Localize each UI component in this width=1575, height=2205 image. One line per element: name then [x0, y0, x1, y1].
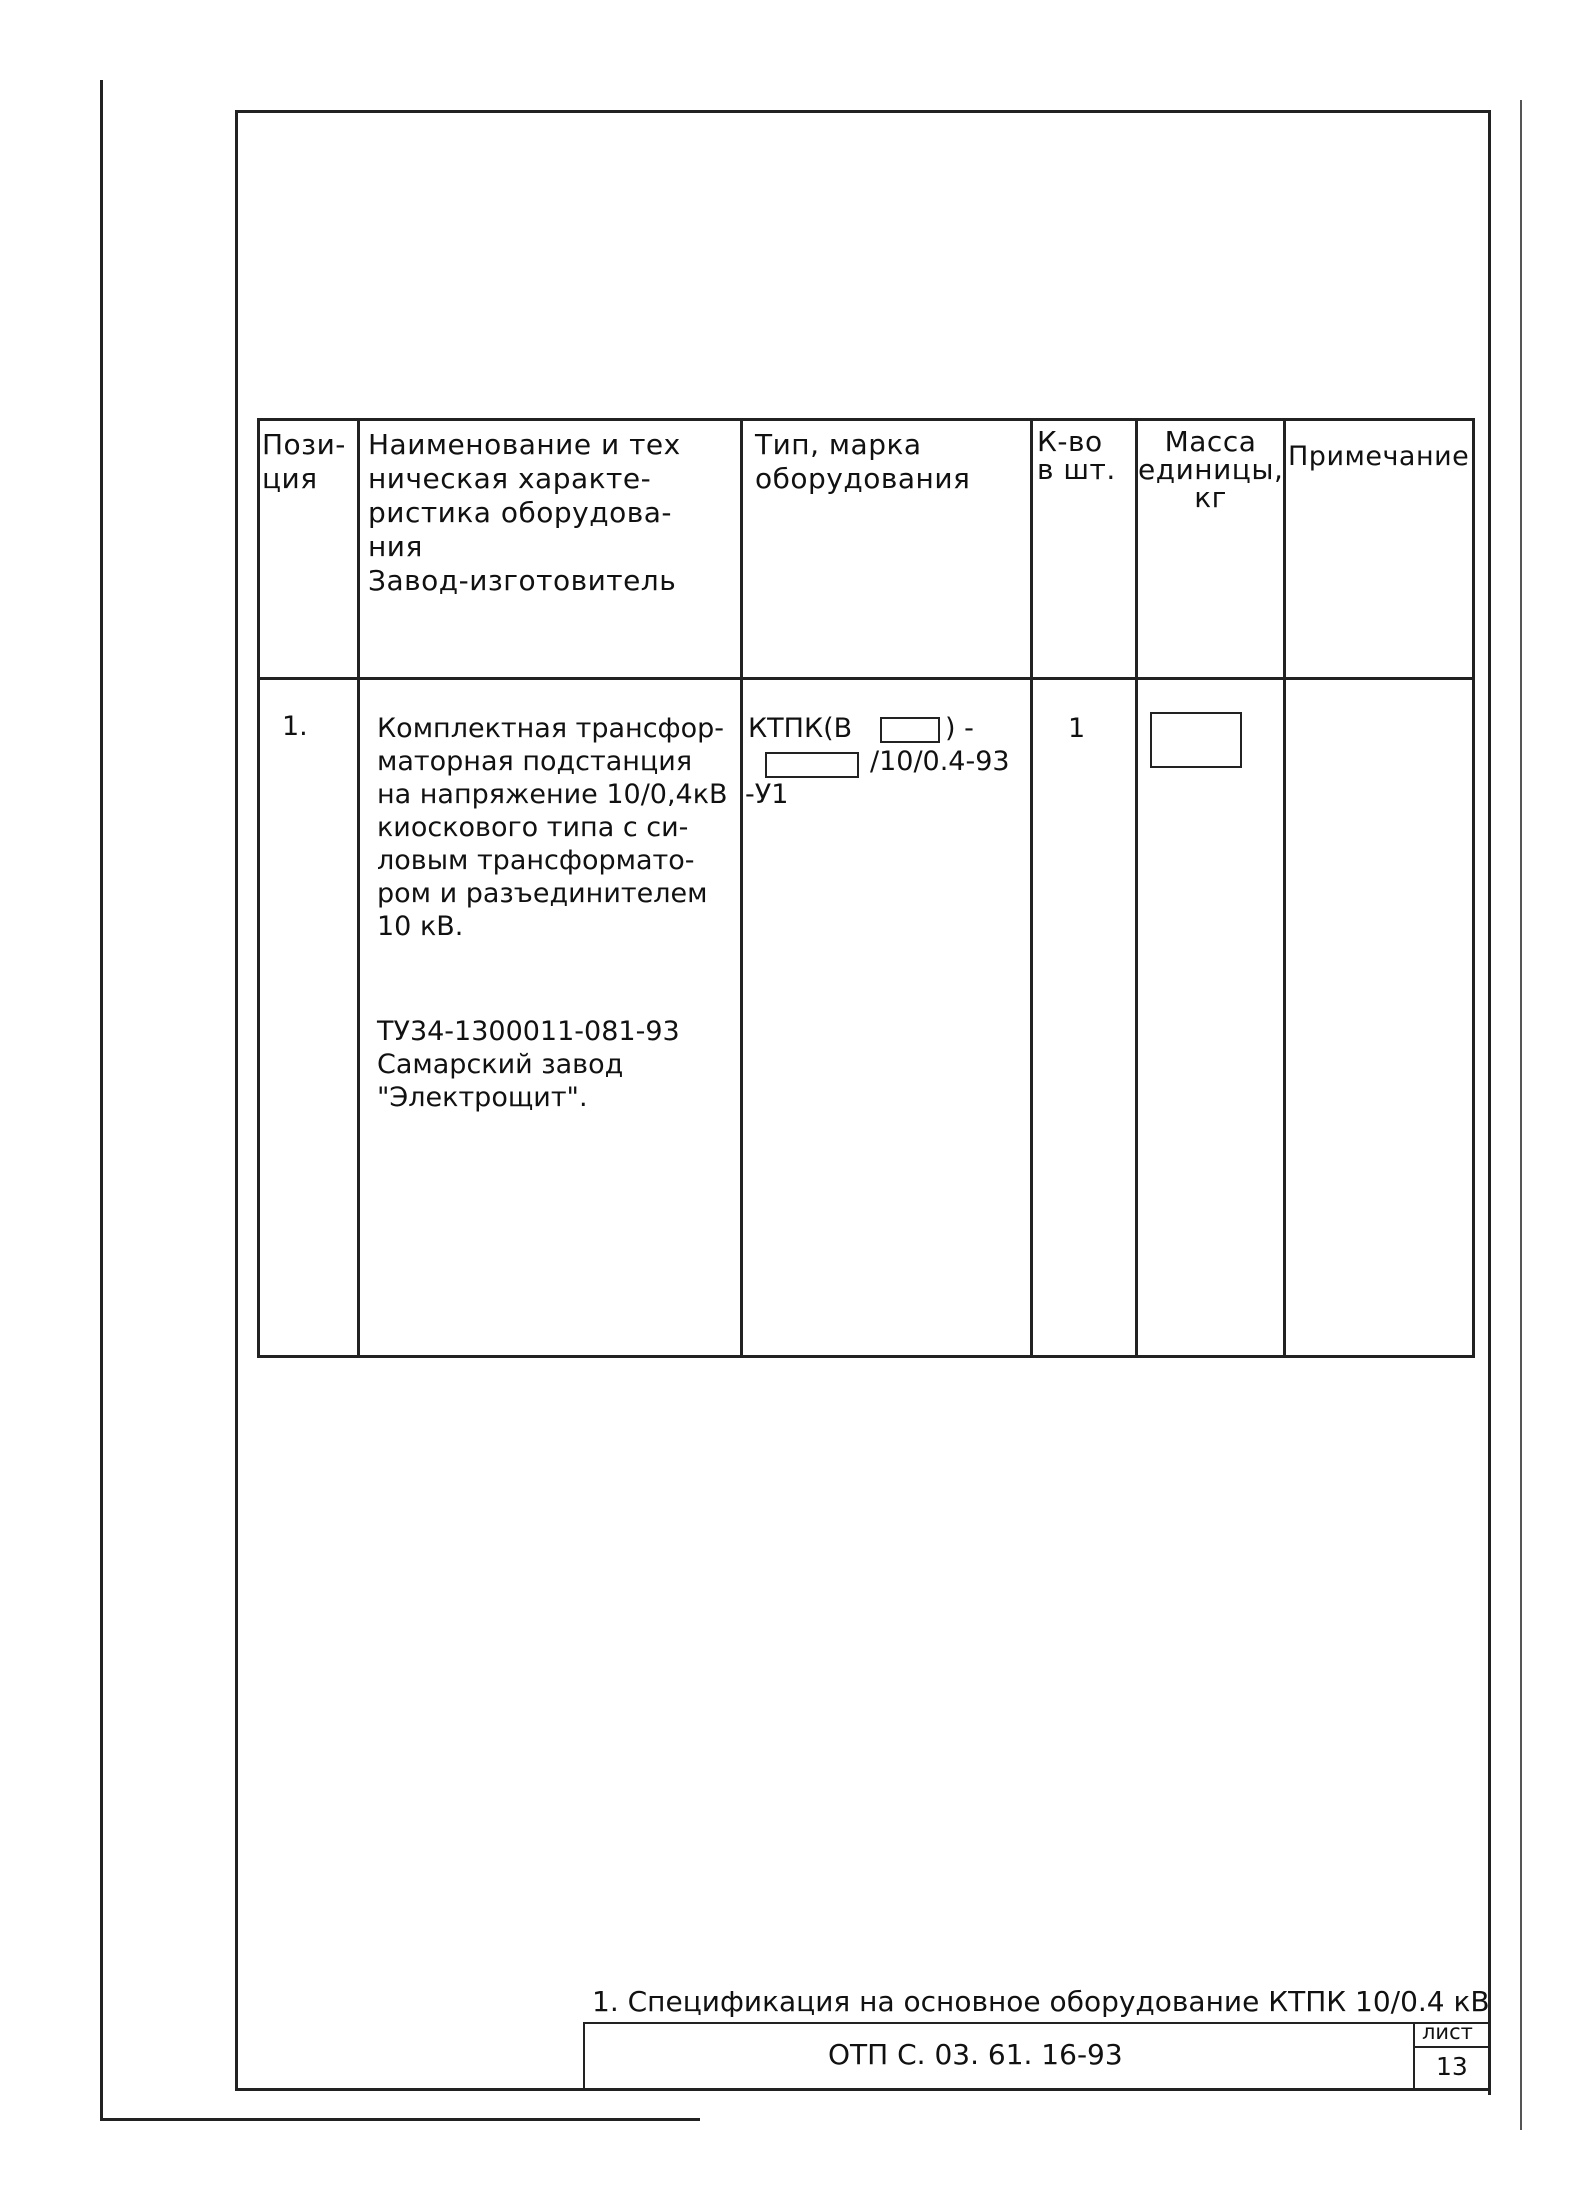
row-spec: ТУ34-1300011-081-93 Самарский завод "Электрощит". — [377, 1016, 680, 1113]
row-type-line1-end: ) - — [945, 713, 974, 744]
title-block-top — [583, 2022, 1491, 2024]
row-qty: 1 — [1068, 713, 1086, 744]
inner-frame-left — [235, 110, 238, 2090]
row-type-line1: КТПК(В — [748, 713, 853, 744]
table-col-border-6 — [1472, 418, 1475, 1358]
mass-blank-box — [1150, 712, 1242, 768]
right-margin-line — [1520, 100, 1522, 2130]
row-name: Комплектная трансфор- маторная подстанция на напряжение 10/0,4кВ киоскового типа с си- ловым трансформато- ром и разъединителем 10 кВ. — [377, 713, 728, 942]
sheet-number: 13 — [1436, 2052, 1468, 2081]
header-type: Тип, марка оборудования — [755, 428, 971, 495]
table-col-border-2 — [740, 418, 743, 1358]
header-mass: Масса единицы, кг — [1138, 425, 1284, 514]
row-position: 1. — [282, 711, 308, 742]
inner-frame-bottom — [235, 2088, 1491, 2091]
sheet-cell-divider — [1413, 2046, 1491, 2048]
document-code: ОТП С. 03. 61. 16-93 — [828, 2038, 1123, 2071]
row-type-line2: /10/0.4-93 — [870, 746, 1010, 777]
sheet-label: лист — [1422, 2020, 1473, 2044]
row-type-line3: -У1 — [745, 779, 789, 810]
table-col-border-3 — [1030, 418, 1033, 1358]
header-qty: К-во в шт. — [1037, 425, 1116, 486]
type-blank-box-2 — [765, 752, 859, 778]
sheet-cell-left — [1413, 2022, 1415, 2090]
inner-frame-right — [1488, 110, 1491, 2095]
table-header-separator — [257, 677, 1475, 680]
table-bottom-border — [257, 1355, 1475, 1358]
outer-frame-left — [100, 80, 103, 2120]
inner-frame-top — [235, 110, 1490, 113]
sheet-caption: 1. Спецификация на основное оборудование КТПК 10/0.4 кВ — [592, 1985, 1490, 2018]
table-col-border-1 — [357, 418, 360, 1358]
title-block-left — [583, 2022, 585, 2090]
table-col-border-5 — [1283, 418, 1286, 1358]
type-blank-box-1 — [880, 717, 940, 743]
table-col-border-4 — [1135, 418, 1138, 1358]
table-col-border-0 — [257, 418, 260, 1358]
outer-frame-bottom — [100, 2118, 700, 2121]
header-name: Наименование и тех ническая характе- ристика оборудова- ния Завод-изготовитель — [368, 428, 681, 597]
table-top-border — [257, 418, 1475, 421]
header-position: Пози- ция — [262, 428, 346, 495]
header-note: Примечание — [1288, 441, 1470, 472]
